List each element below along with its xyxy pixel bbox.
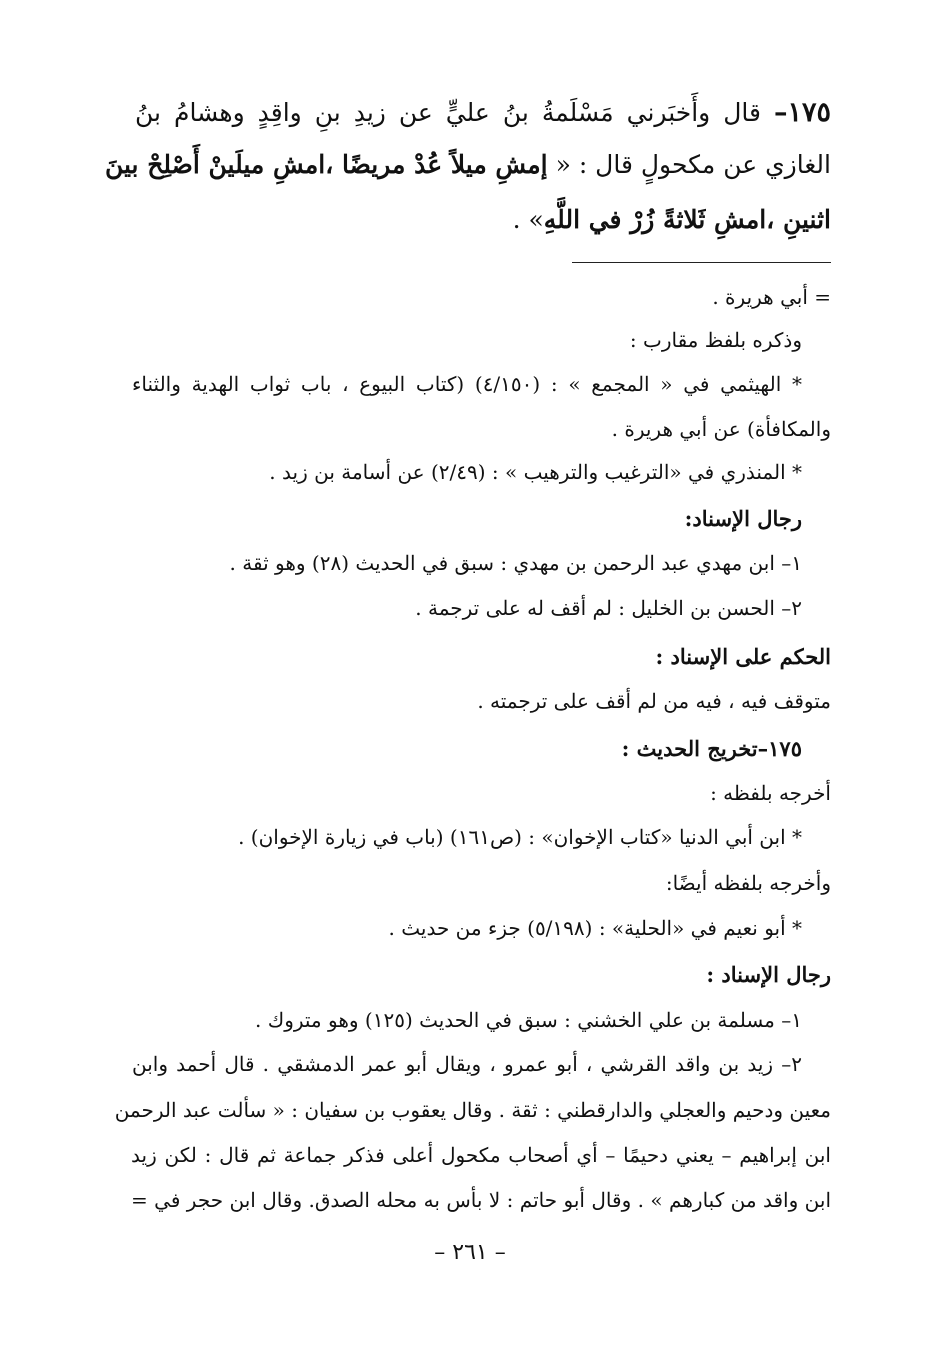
heading-isnad-men-1: رجال الإسناد: [684, 506, 802, 531]
hadith-line-2 [104, 150, 831, 179]
note-line-5: * المنذري في «الترغيب والترهيب » : (٢/٤٩) عن أسامة بن زيد . [269, 460, 802, 484]
note-line-7: ٢– الحسن بن الخليل : لم أقف له على ترجمة . [415, 596, 802, 620]
heading-hadith-takhrij: ١٧٥–تخريج الحديث : [621, 736, 802, 761]
note-line-13: ١– مسلمة بن علي الخشني : سبق في الحديث (١٢٥) وهو متروك . [255, 1008, 802, 1032]
heading-isnad-men-2: رجال الإسناد : [706, 962, 831, 987]
note-line-1: = أبي هريرة . [712, 285, 831, 309]
note-line-15: معين ودحيم والعجلي والدارقطني : ثقة . وقال يعقوب بن سفيان : « سألت عبد الرحمن [114, 1098, 831, 1122]
note-line-11: وأخرجه بلفظه أيضًا: [665, 871, 831, 895]
note-line-6: ١– ابن مهدي عبد الرحمن بن مهدي : سبق في الحديث (٢٨) وهو ثقة . [229, 551, 802, 575]
hadith-line-3 [513, 205, 831, 234]
note-line-12: * أبو نعيم في «الحلية» : (٥/١٩٨) جزء من حديث . [388, 916, 802, 940]
note-line-8: متوقف فيه ، فيه من لم أقف على ترجمته . [477, 689, 831, 713]
note-line-14: ٢– زيد بن واقد القرشي ، أبو عمرو ، ويقال أبو عمر الدمشقي . قال أحمد وابن [132, 1052, 802, 1076]
footnote-separator [572, 262, 831, 263]
note-line-16: ابن إبراهيم – يعني دحيمًا – أي أصحاب مكحول أعلى فذكر جماعة ثم قال : لكن زيد [131, 1143, 831, 1167]
hadith-text-2-plain: الغازي عن مكحولٍ قال : « [547, 150, 831, 179]
hadith-number: ١٧٥– [773, 97, 831, 128]
note-line-3: * الهيثمي في « المجمع » : (٤/١٥٠) (كتاب البيوع ، باب ثواب الهدية والثناء [132, 372, 802, 396]
hadith-text-3-plain: » . [512, 205, 544, 234]
note-line-4: والمكافأة) عن أبي هريرة . [611, 417, 831, 441]
hadith-text-3-bold: اثنينِ ،امشِ ثَلاثةً زُرْ في اللَّهِ [543, 205, 831, 234]
note-line-10: * ابن أبي الدنيا «كتاب الإخوان» : (ص١٦١) (باب في زيارة الإخوان) . [238, 825, 802, 849]
hadith-text-1: قال وأَخبَرني مَسْلَمةُ بنُ عليٍّ عن زيدِ بنِ واقِدٍ وهشامُ بنُ [135, 98, 761, 127]
heading-isnad-ruling: الحكم على الإسناد : [655, 644, 831, 669]
hadith-text-2-bold: إمشِ ميلاً عُدْ مريضًا ،امشِ ميلَينْ أَصْلِحْ بينَ [104, 150, 548, 179]
note-line-2: وذكره بلفظ مقارب : [629, 328, 802, 352]
hadith-line-1 [135, 97, 831, 128]
note-line-9: أخرجه بلفظه : [710, 781, 831, 805]
note-line-17: ابن واقد من كبارهم » . وقال أبو حاتم : لا بأس به محله الصدق. وقال ابن حجر في = [131, 1188, 831, 1212]
page-number: – ٢٦١ – [434, 1240, 506, 1265]
